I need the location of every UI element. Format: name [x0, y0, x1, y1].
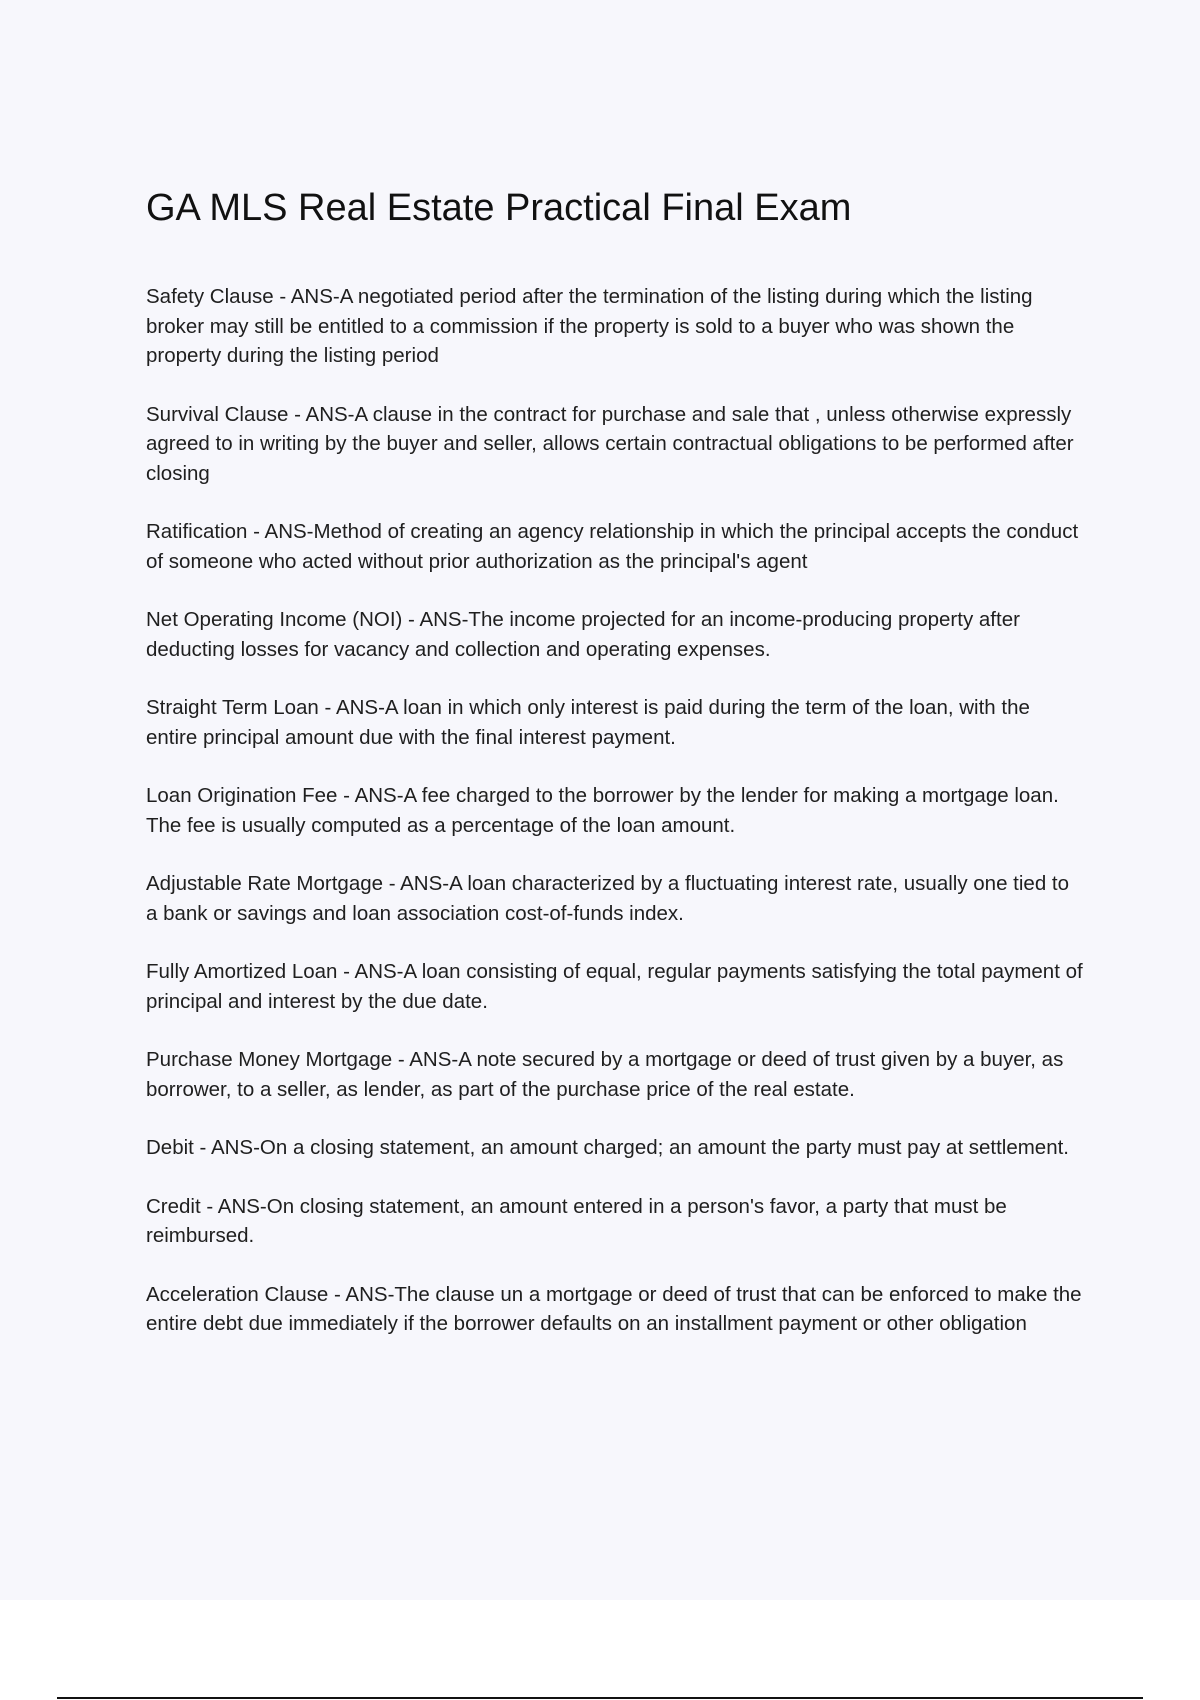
qa-answer: ANS-Method of creating an agency relationship in which the principal accepts the conduct of someone who acted without prior authorization as the principal's agent [146, 520, 1079, 573]
qa-term: Purchase Money Mortgage [146, 1048, 393, 1071]
qa-term: Net Operating Income (NOI) [146, 608, 403, 631]
qa-term: Survival Clause [146, 402, 289, 426]
qa-answer: ANS-The income projected for an income-producing property after deducting losses for vacancy and collection and operating expenses. [146, 608, 1020, 661]
qa-entry: Credit - ANS-On closing statement, an amount entered in a person's favor, a party that must be reimbursed. [146, 1194, 1007, 1247]
qa-answer: ANS-A negotiated period after the termination of the listing during which the listing broker may still be entitled to a commission if the property is sold to a buyer who was shown the property during the listing period [146, 285, 1033, 367]
qa-answer: ANS-On a closing statement, an amount charged; an amount the party must pay at settlement. [210, 1136, 1069, 1159]
qa-answer: ANS-A fee charged to the borrower by the lender for making a mortgage loan. The fee is usually computed as a percentage of the loan amount. [146, 784, 1059, 837]
document-title: GA MLS Real Estate Practical Final Exam [146, 187, 852, 229]
qa-term: Acceleration Clause [146, 1282, 329, 1306]
qa-entry: Safety Clause - ANS-A negotiated period after the termination of the listing during which the listing broker may still be entitled to a commission if the property is sold to a buyer who was shown the property during the listing period [146, 285, 1033, 367]
qa-entry: Fully Amortized Loan - ANS-A loan consisting of equal, regular payments satisfying the total payment of principal and interest by the due date. [146, 960, 1083, 1013]
document-content [146, 184, 1086, 1368]
qa-entry: Survival Clause - ANS-A clause in the contract for purchase and sale that , unless otherwise expressly agreed to in writing by the buyer and seller, allows certain contractual obligations to be performed after closing [146, 402, 1074, 485]
qa-entry: Acceleration Clause - ANS-The clause un a mortgage or deed of trust that can be enforced to make the entire debt due immediately if the borrower defaults on an installment payment or other obligation [146, 1282, 1082, 1335]
qa-answer: ANS-On closing statement, an amount entered in a person's favor, a party that must be reimbursed. [146, 1194, 1007, 1247]
qa-answer: ANS-A loan consisting of equal, regular payments satisfying the total payment of principal and interest by the due date. [146, 960, 1083, 1013]
qa-answer: ANS-A note secured by a mortgage or deed of trust given by a buyer, as borrower, to a seller, as lender, as part of the purchase price of the real estate. [146, 1048, 1064, 1101]
qa-answer: ANS-A loan in which only interest is paid during the term of the loan, with the entire principal amount due with the final interest payment. [146, 696, 1030, 749]
qa-entry: Loan Origination Fee - ANS-A fee charged to the borrower by the lender for making a mortgage loan. The fee is usually computed as a percentage of the loan amount. [146, 784, 1059, 837]
qa-entry: Purchase Money Mortgage - ANS-A note secured by a mortgage or deed of trust given by a buyer, as borrower, to a seller, as lender, as part of the purchase price of the real estate. [146, 1048, 1064, 1101]
qa-term: Loan Origination Fee [146, 784, 338, 807]
qa-term: Ratification [146, 520, 248, 543]
qa-entry: Net Operating Income (NOI) - ANS-The income projected for an income-producing property after deducting losses for vacancy and collection and operating expenses. [146, 608, 1020, 661]
qa-answer: ANS-The clause un a mortgage or deed of trust that can be enforced to make the entire debt due immediately if the borrower defaults on an installment payment or other obligation [146, 1282, 1082, 1335]
qa-term: Debit [146, 1136, 194, 1159]
qa-list [146, 282, 1086, 1339]
qa-term: Fully Amortized Loan [146, 960, 338, 983]
qa-entry: Adjustable Rate Mortgage - ANS-A loan characterized by a fluctuating interest rate, usually one tied to a bank or savings and loan association cost-of-funds index. [146, 872, 1070, 925]
qa-answer: ANS-A clause in the contract for purchase and sale that , unless otherwise expressly agreed to in writing by the buyer and seller, allows certain contractual obligations to be performed after closing [146, 402, 1074, 485]
qa-answer: ANS-A loan characterized by a fluctuating interest rate, usually one tied to a bank or savings and loan association cost-of-funds index. [146, 872, 1070, 925]
qa-term: Credit [146, 1194, 201, 1218]
qa-entry: Ratification - ANS-Method of creating an agency relationship in which the principal accepts the conduct of someone who acted without prior authorization as the principal's agent [146, 520, 1079, 573]
qa-entry: Debit - ANS-On a closing statement, an amount charged; an amount the party must pay at settlement. [146, 1136, 1069, 1159]
qa-term: Adjustable Rate Mortgage [146, 872, 384, 895]
footer-divider [57, 1697, 1143, 1699]
qa-entry: Straight Term Loan - ANS-A loan in which only interest is paid during the term of the loan, with the entire principal amount due with the final interest payment. [146, 696, 1030, 749]
qa-term: Safety Clause [146, 285, 274, 308]
qa-term: Straight Term Loan [146, 696, 319, 719]
